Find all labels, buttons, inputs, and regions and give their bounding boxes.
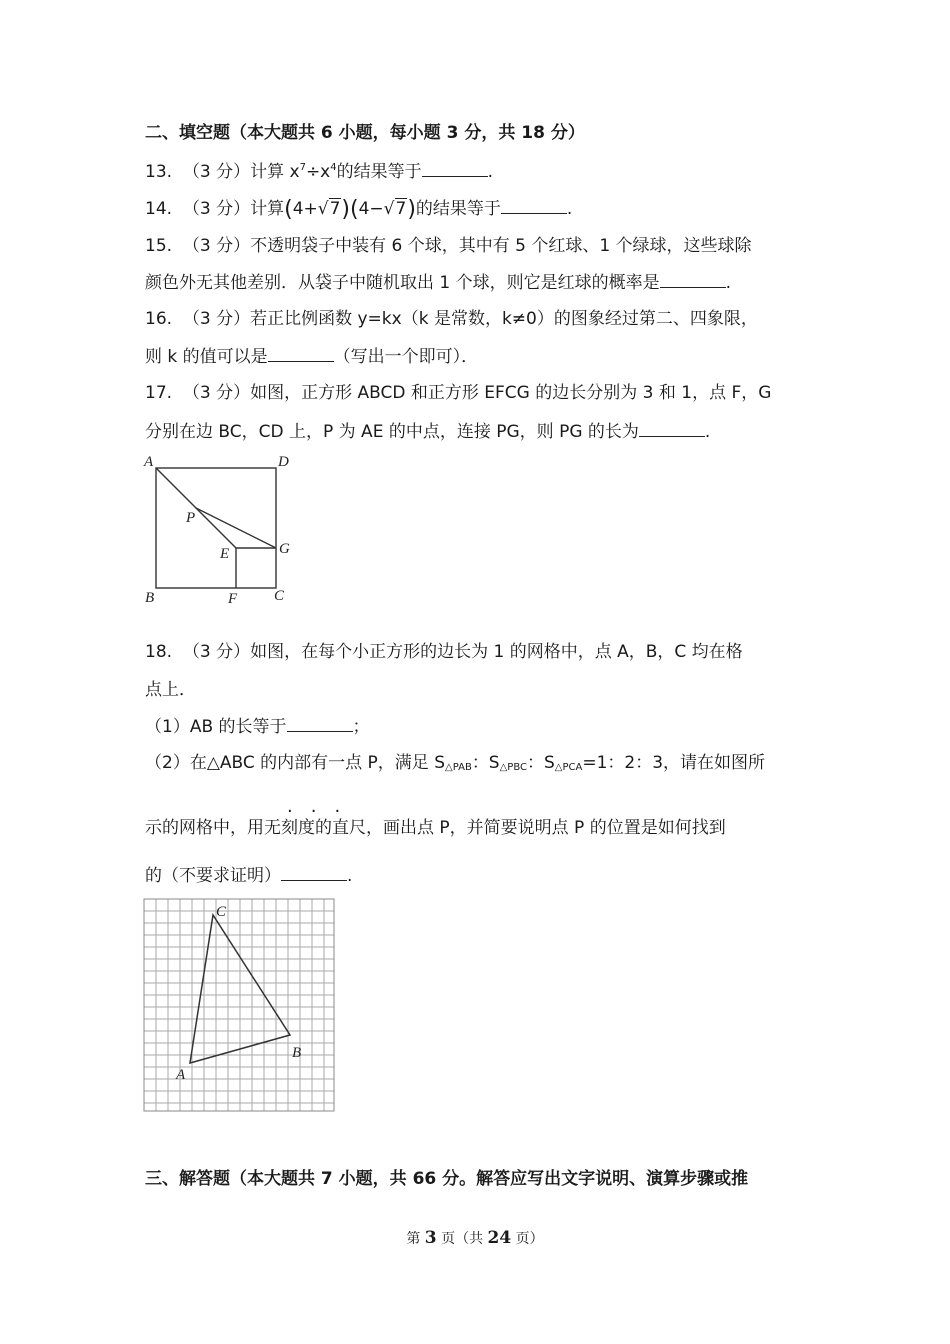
exponent: 7 bbox=[299, 162, 306, 173]
question-text: 示的网格中，用无刻度的直尺，画出点 P，并简要说明点 P 的位置是如何找到 bbox=[145, 818, 726, 838]
sqrt-expression: √7 bbox=[317, 199, 341, 219]
math-term: 4+ bbox=[292, 199, 318, 219]
label-d: D bbox=[278, 454, 289, 470]
label-f: F bbox=[228, 591, 238, 607]
question-score: （3 分） bbox=[182, 642, 251, 662]
question-18 bbox=[145, 641, 743, 663]
subscript: △PBC bbox=[499, 762, 527, 773]
question-text: ：S bbox=[527, 753, 555, 773]
page-number: 3 bbox=[424, 1228, 437, 1248]
question-text: 点上． bbox=[145, 680, 196, 700]
answer-blank[interactable] bbox=[287, 715, 353, 732]
label-g: G bbox=[279, 541, 290, 557]
label-a: A bbox=[176, 1067, 186, 1083]
math-term: 4− bbox=[358, 199, 384, 219]
question-number: 18. bbox=[145, 642, 173, 662]
question-score: （3 分） bbox=[182, 309, 251, 329]
question-text: 的结果等于 bbox=[415, 199, 501, 219]
question-text: 计算 bbox=[250, 199, 285, 219]
question-17 bbox=[145, 382, 771, 404]
punctuation: . bbox=[704, 422, 711, 442]
question-text: 如图，在每个小正方形的边长为 1 的网格中，点 A，B，C 均在格 bbox=[250, 642, 743, 662]
question-text: （2）在△ABC 的内部有一点 P，满足 S bbox=[145, 753, 446, 773]
question-text: 则 k 的值可以是 bbox=[145, 347, 268, 367]
page-total: 24 bbox=[487, 1228, 512, 1248]
exponent: 4 bbox=[330, 162, 337, 173]
question-text: 如图，正方形 ABCD 和正方形 EFCG 的边长分别为 3 和 1，点 F，G bbox=[250, 383, 772, 403]
question-number: 13. bbox=[145, 162, 173, 182]
question-text: 若正比例函数 y=kx（k 是常数，k≠0）的图象经过第二、四象限， bbox=[250, 309, 758, 329]
question-number: 17. bbox=[145, 383, 173, 403]
question-18-cont bbox=[145, 679, 196, 701]
label-b: B bbox=[145, 590, 155, 606]
page-footer bbox=[0, 1228, 950, 1248]
question-text: 不透明袋子中装有 6 个球，其中有 5 个红球、1 个绿球，这些球除 bbox=[250, 236, 752, 256]
label-a: A bbox=[144, 454, 154, 470]
question-text: （1）AB 的长等于 bbox=[145, 717, 287, 737]
segment-pg bbox=[196, 508, 276, 548]
question-16-cont bbox=[145, 345, 478, 368]
answer-blank[interactable] bbox=[422, 160, 488, 177]
question-text: 的结果等于 bbox=[336, 162, 422, 182]
question-18-cont2 bbox=[145, 817, 726, 839]
question-18-part2 bbox=[145, 752, 765, 774]
question-number: 15. bbox=[145, 236, 173, 256]
answer-blank[interactable] bbox=[501, 197, 567, 214]
answer-blank[interactable] bbox=[639, 420, 705, 437]
section-3-title: 三、解答题（本大题共 7 小题，共 66 分。解答应写出文字说明、演算步骤或推 bbox=[145, 1169, 749, 1189]
question-18-part1 bbox=[145, 715, 370, 738]
punctuation: . bbox=[725, 273, 732, 293]
footer-text: 页） bbox=[515, 1231, 544, 1247]
question-17-cont bbox=[145, 420, 710, 443]
footer-text: 第 bbox=[406, 1231, 421, 1247]
question-text: 分别在边 BC，CD 上，P 为 AE 的中点，连接 PG，则 PG 的长为 bbox=[145, 422, 639, 442]
question-text: =1：2：3，请在如图所 bbox=[582, 753, 766, 773]
grid-figure bbox=[140, 895, 340, 1115]
subscript: △PCA bbox=[554, 762, 583, 773]
punctuation: ； bbox=[352, 717, 370, 737]
sqrt-expression: √7 bbox=[383, 199, 407, 219]
punctuation: . bbox=[487, 162, 494, 182]
question-13 bbox=[145, 160, 493, 183]
question-text: ：S bbox=[471, 753, 500, 773]
square-figure bbox=[140, 450, 300, 610]
question-number: 16. bbox=[145, 309, 173, 329]
label-p: P bbox=[186, 510, 196, 526]
question-text: （写出一个即可）． bbox=[333, 347, 479, 367]
question-text: 颜色外无其他差别．从袋子中随机取出 1 个球，则它是红球的概率是 bbox=[145, 273, 660, 293]
answer-blank[interactable] bbox=[268, 345, 334, 362]
question-15 bbox=[145, 235, 752, 257]
question-15-cont bbox=[145, 271, 731, 294]
label-c: C bbox=[274, 588, 285, 604]
emphasis-dots: ... bbox=[287, 796, 359, 817]
question-18-cont3 bbox=[145, 864, 352, 887]
subscript: △PAB bbox=[445, 762, 472, 773]
question-text: ÷x bbox=[305, 162, 331, 182]
punctuation: . bbox=[566, 199, 573, 219]
question-score: （3 分） bbox=[182, 199, 251, 219]
footer-text: 页（共 bbox=[441, 1231, 484, 1247]
label-e: E bbox=[220, 546, 230, 562]
question-text: 计算 x bbox=[250, 162, 300, 182]
punctuation: . bbox=[347, 866, 353, 886]
question-16 bbox=[145, 308, 758, 330]
answer-blank[interactable] bbox=[281, 864, 347, 881]
section-2-title: 二、填空题（本大题共 6 小题，每小题 3 分，共 18 分） bbox=[145, 123, 585, 143]
question-score: （3 分） bbox=[182, 162, 251, 182]
question-number: 14. bbox=[145, 199, 173, 219]
question-text: 的（不要求证明） bbox=[145, 866, 281, 886]
question-14: 14. （3 分）计算(4+√7)(4−√7)的结果等于 . bbox=[145, 197, 573, 222]
question-score: （3 分） bbox=[182, 383, 251, 403]
question-score: （3 分） bbox=[182, 236, 251, 256]
label-b: B bbox=[292, 1045, 302, 1061]
label-c: C bbox=[216, 904, 227, 920]
answer-blank[interactable] bbox=[660, 271, 726, 288]
